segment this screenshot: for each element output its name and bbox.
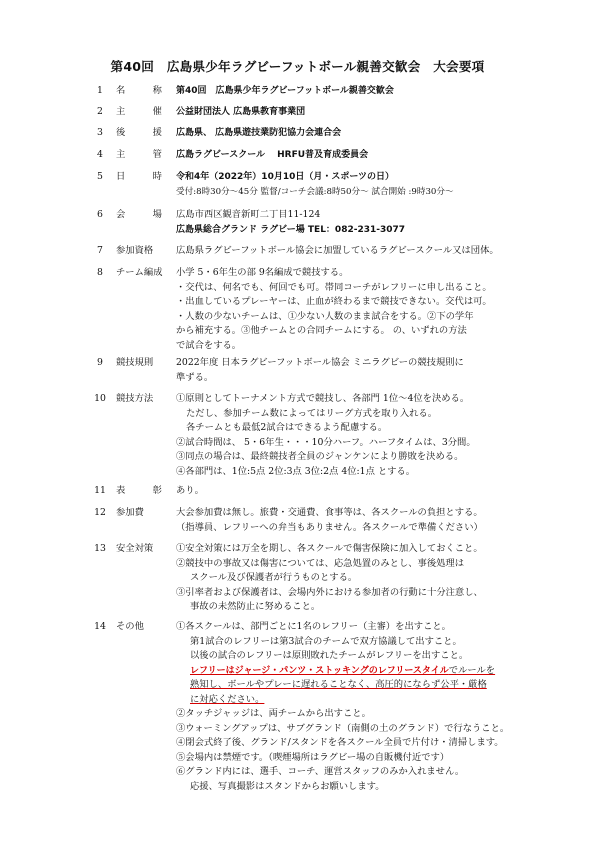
section-text: 準ずる。 <box>176 371 214 383</box>
section-text: 以後の試合のレフリーは原則敗れたチームがレフリーを出すこと。 <box>190 650 469 661</box>
section-label: その他 <box>116 621 144 632</box>
page-title: 第40回 広島県少年ラグビーフットボール親善交歓会 大会要項 <box>110 59 485 74</box>
section-text: 令和4年（2022年）10月10日（月・スポーツの日） <box>176 172 395 182</box>
section-text: 広島市西区観音新町二丁目11-124 <box>176 209 321 220</box>
section-label: 参加費 <box>116 507 144 518</box>
section-number: 7 <box>97 245 103 256</box>
section-text: （指導員、レフリーへの弁当もありません。各スクールで準備ください） <box>176 521 483 533</box>
section-label: 安全対策 <box>116 543 154 554</box>
section-text: 広島県、 広島県遊技業防犯協力会連合会 <box>176 128 342 138</box>
section-number: 8 <box>97 267 103 278</box>
section-text: 事故の未然防止に努めること。 <box>190 601 321 612</box>
section-number: 1 <box>97 85 103 96</box>
section-text: 小学 5・6年生の部 9名編成で競技する。 <box>176 267 349 278</box>
section-label: 表 彰 <box>116 485 171 496</box>
section-text: ②試合時間は、 5・6年生・・・10分ハーフ。ハーフタイムは、3分間。 <box>176 436 476 448</box>
section-text: 大会参加費は無し。旅費・交通費、食事等は、各スクールの負担とする。 <box>176 507 483 518</box>
section-number: 2 <box>97 106 103 117</box>
section-number: 10 <box>94 393 106 404</box>
section-text: ③同点の場合は、最終競技者全員のジャンケンにより勝敗を決める。 <box>176 451 464 462</box>
section-text: で試合をする。 <box>176 339 242 351</box>
section-label: 主 管 <box>116 149 171 160</box>
section-text: ・出血しているプレーヤーは、止血が終わるまで競技できない。交代は可。 <box>176 296 492 307</box>
section-text: ③ウォーミングアップは、サブグランド（南側の土のグランド）で行なうこと。 <box>176 722 510 734</box>
section-text: 2022年度 日本ラグビーフットボール協会 ミニラグビーの競技規則に <box>176 357 464 368</box>
section-text: ②タッチジャッジは、両チームから出すこと。 <box>176 708 371 719</box>
section-number: 4 <box>97 149 103 160</box>
section-number: 9 <box>97 357 103 368</box>
section-text: ①原則としてトーナメント方式で競技し、各部門 1位～4位を決める。 <box>176 393 470 404</box>
section-number: 5 <box>97 171 103 182</box>
section-text: 広島県総合グランド ラグビー場 TEL：082-231-3077 <box>176 224 406 235</box>
section-text: から補充する。③他チームとの合同チームにする。 の、いずれの方法 <box>176 325 467 336</box>
section-number: 12 <box>94 507 106 518</box>
section-text: ③引率者および保護者は、会場内外における参加者の行動に十分注意し、 <box>176 586 483 598</box>
section-label: 参加資格 <box>116 245 154 256</box>
section-text: 受付:8時30分～45分 監督/コーチ会議:8時50分～ 試合開始 :9時30分～ <box>176 186 454 197</box>
section-number: 13 <box>94 543 106 554</box>
section-text: 第40回 広島県少年ラグビーフットボール親善交歓会 <box>176 86 394 96</box>
section-text: ただし、参加チーム数によってはリーグ方式を取り入れる。 <box>186 407 438 419</box>
section-number: 6 <box>97 209 103 220</box>
section-text: ①安全対策には万全を期し、各スクールで傷害保険に加入しておくこと。 <box>176 543 483 554</box>
section-label: 会 場 <box>116 209 171 220</box>
section-label: 主 催 <box>116 106 171 117</box>
section-text: でルールを <box>448 664 496 676</box>
section-text: 応援、写真撮影はスタンドからお願いします。 <box>190 780 385 792</box>
referee-style-emphasis: レフリーはジャージ・パンツ・ストッキングのレフリースタイル <box>190 665 449 676</box>
section-text: 広島県ラグビーフットボール協会に加盟しているラグビースクール又は団体。 <box>176 245 499 256</box>
section-number: 14 <box>94 621 106 632</box>
section-text: ②競技中の事故又は傷害については、応急処置のみとし、事後処理は <box>176 557 465 569</box>
section-text: ④各部門は、1位:5点 2位:3点 3位:2点 4位:1点 とする。 <box>176 465 416 477</box>
section-text: ・人数の少ないチームは、①少ない人数のまま試合をする。②下の学年 <box>176 310 474 322</box>
section-text: あり。 <box>176 485 204 496</box>
section-text: に対応ください。 <box>190 693 265 705</box>
section-text: ⑤会場内は禁煙です。（喫煙場所はラグビー場の自販機付近です） <box>176 751 450 763</box>
section-text: 熟知し、ボールやプレーに遅れることなく、高圧的にならず公平・厳格 <box>190 679 487 690</box>
section-number: 11 <box>94 485 106 496</box>
section-text: ・交代は、何名でも、何回でも可。帯同コーチがレフリーに申し出ること。 <box>176 281 492 293</box>
section-text: 公益財団法人 広島県教育事業団 <box>176 107 306 117</box>
section-text: スクール及び保護者が行うものとする。 <box>190 572 358 583</box>
section-label: 後 援 <box>116 127 171 138</box>
section-label: チーム編成 <box>116 267 163 278</box>
section-text: ①各スクールは、部門ごとに1名のレフリー（主審）を出すこと。 <box>176 621 451 632</box>
section-label: 競技方法 <box>116 393 154 404</box>
section-number: 3 <box>97 127 103 138</box>
section-text: ⑥グランド内には、選手、コーチ、運営スタッフのみか入れません。 <box>176 766 465 777</box>
section-label: 競技規則 <box>116 357 154 368</box>
section-label: 名 称 <box>116 85 171 96</box>
section-label: 日 時 <box>116 171 171 182</box>
section-text: 広島ラグビースクール HRFU普及育成委員会 <box>176 150 369 160</box>
section-text: 各チームとも最低2試合はできるよう配慮する。 <box>186 422 388 433</box>
section-text: ④閉会式終了後、グランド/スタンドを各スクール全員で片付け・清掃します。 <box>176 737 504 748</box>
section-text: 第1試合のレフリーは第3試合のチームで双方協議して出すこと。 <box>190 635 462 647</box>
